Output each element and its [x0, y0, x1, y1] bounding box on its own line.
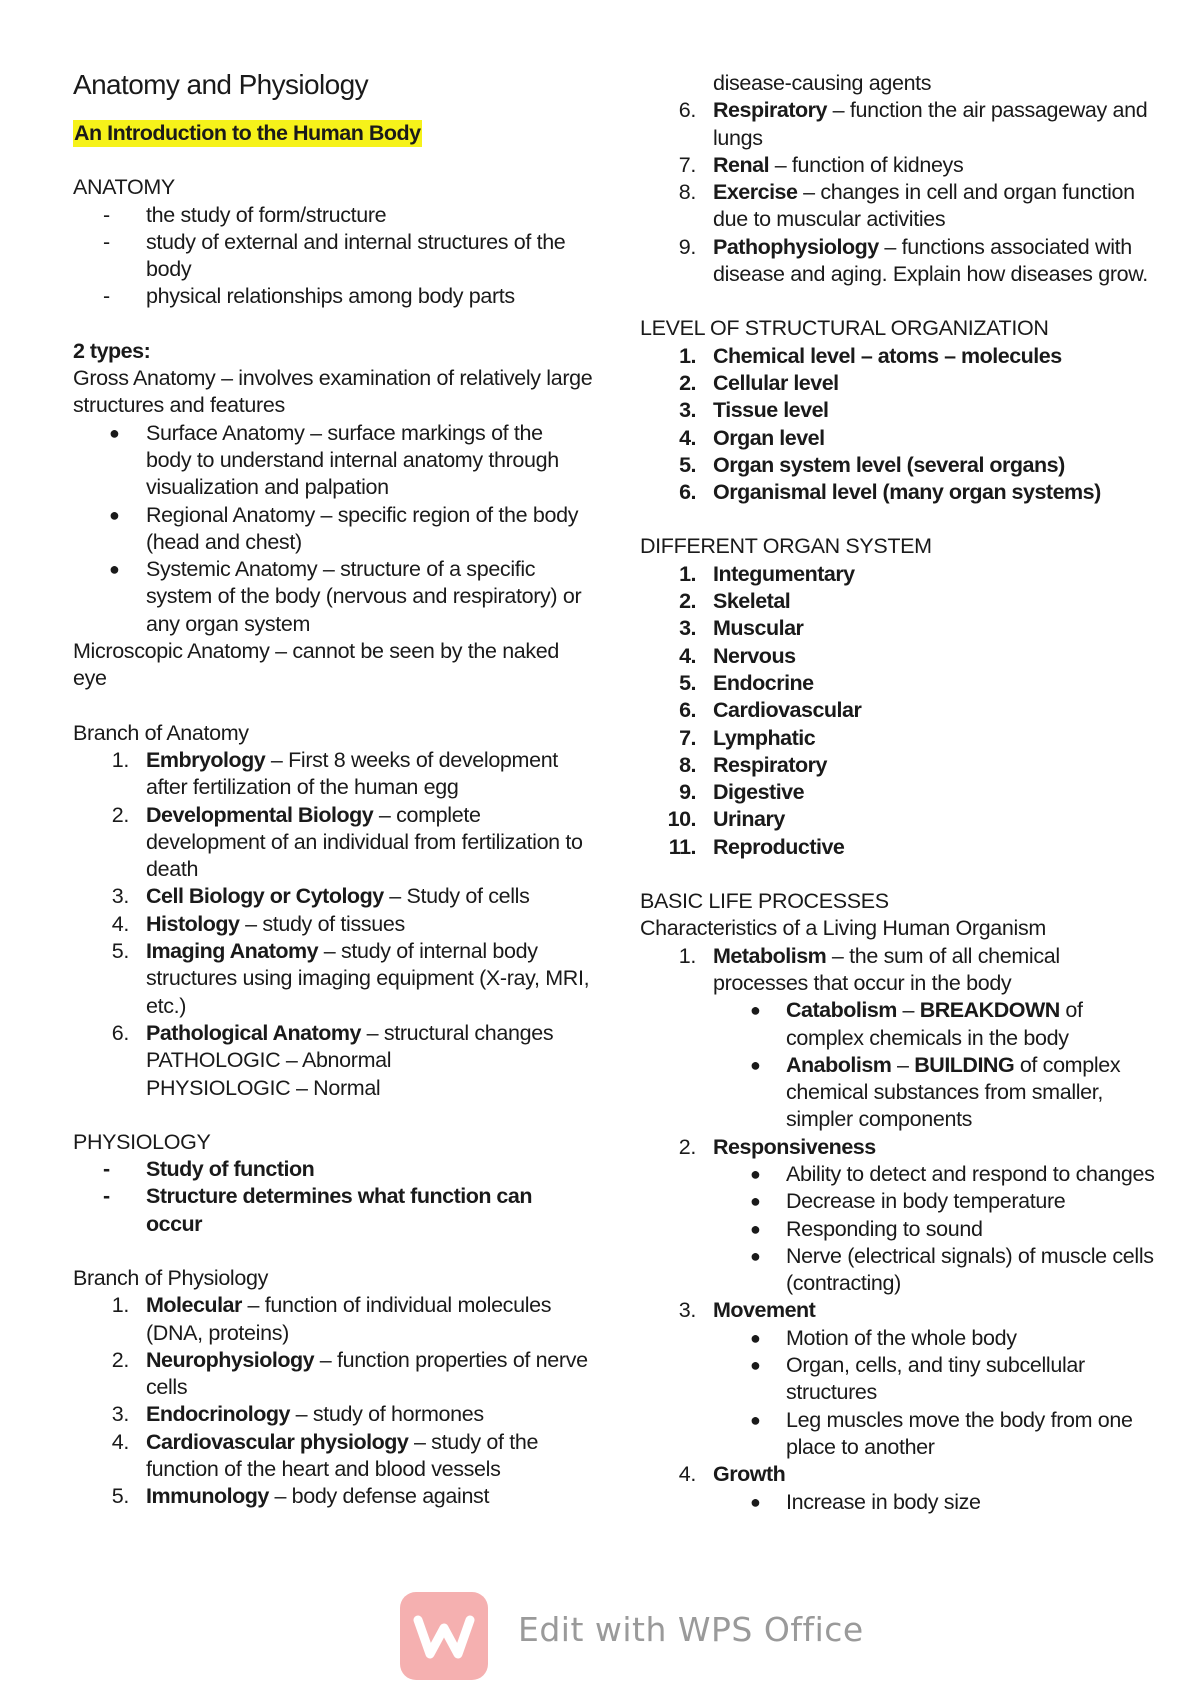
subtitle: An Introduction to the Human Body — [73, 120, 593, 147]
list-item: 6. Pathological Anatomy – structural changes — [111, 1020, 554, 1045]
wps-w-glyph-icon — [400, 1592, 488, 1680]
list-item: ● Motion of the whole body — [750, 1325, 1017, 1350]
right-column — [640, 70, 1160, 1516]
list-item: - the study of form/structure — [103, 202, 387, 227]
list-item: ● Anabolism – BUILDING of complex chemical substances from smaller, simpler components — [750, 1052, 1121, 1132]
list-item: 1. Molecular – function of individual molecules (DNA, proteins) — [111, 1293, 552, 1345]
list-item: 8. Respiratory — [679, 752, 827, 777]
list-item: 2. Cellular level — [679, 370, 839, 395]
list-item: ● Systemic Anatomy – structure of a specific system of the body (nervous and respiratory) or any organ system — [109, 557, 582, 636]
list-item: ● Regional Anatomy – specific region of the body (head and chest) — [109, 502, 579, 554]
list-item: 5. Organ system level (several organs) — [679, 452, 1065, 477]
list-item: 3. Muscular — [679, 616, 804, 641]
branch-anatomy-heading: Branch of Anatomy — [73, 720, 249, 745]
list-item: 4. Cardiovascular physiology – study of the function of the heart and blood vessels — [111, 1429, 539, 1482]
list-item: 11. Reproductive — [668, 834, 845, 859]
list-item: 5. Endocrine — [679, 670, 814, 695]
pathologic-line: PATHOLOGIC – Abnormal — [146, 1048, 392, 1073]
list-item: 3. Cell Biology or Cytology – Study of cells — [111, 884, 530, 909]
list-item: ● Responding to sound — [750, 1216, 983, 1241]
life-subheading: Characteristics of a Living Human Organism — [640, 916, 1046, 941]
list-item: 6. Respiratory – function the air passageway and lungs — [678, 98, 1148, 150]
list-item: 1. Chemical level – atoms – molecules — [679, 343, 1062, 368]
list-item: disease-causing agents — [713, 71, 932, 95]
list-item: 4. Growth — [678, 1462, 786, 1487]
list-item: ● Ability to detect and respond to changes — [750, 1161, 1155, 1186]
list-item: ● Organ, cells, and tiny subcellular structures — [750, 1353, 1085, 1405]
list-item: ● Nerve (electrical signals) of muscle cells (contracting) — [750, 1243, 1154, 1296]
list-item: 6. Organismal level (many organ systems) — [679, 480, 1101, 505]
wps-watermark[interactable] — [400, 1592, 864, 1672]
life-heading: BASIC LIFE PROCESSES — [640, 889, 889, 914]
list-item: 1. Embryology – First 8 weeks of development after fertilization of the human egg — [111, 747, 558, 800]
gross-anatomy: Gross Anatomy – involves examination of relatively large structures and features — [73, 366, 593, 418]
list-item: ● Surface Anatomy – surface markings of the body to understand internal anatomy through visualization and palpation — [109, 420, 559, 500]
list-item: 8. Exercise – changes in cell and organ function due to muscular activities — [678, 180, 1135, 232]
list-item: 6. Cardiovascular — [679, 698, 862, 723]
list-item: ● Increase in body size — [750, 1489, 981, 1514]
list-item: 1. Metabolism – the sum of all chemical processes that occur in the body — [678, 943, 1060, 995]
list-item: - physical relationships among body parts — [103, 284, 515, 309]
list-item: 3. Tissue level — [679, 398, 829, 423]
list-item: 1. Integumentary — [679, 561, 855, 586]
list-item: - Study of function — [103, 1157, 315, 1182]
list-item: 7. Lymphatic — [679, 725, 816, 750]
list-item: 5. Imaging Anatomy – study of internal body structures using imaging equipment (X-ray, MRI, etc.) — [111, 939, 590, 1018]
list-item: 10. Urinary — [667, 807, 785, 832]
list-item: ● Catabolism – BREAKDOWN of complex chemicals in the body — [750, 998, 1083, 1050]
types-heading: 2 types: — [73, 338, 151, 363]
list-item: - study of external and internal structures of the body — [103, 229, 566, 282]
list-item: 4. Histology – study of tissues — [111, 911, 405, 936]
anatomy-heading: ANATOMY — [73, 175, 175, 200]
list-item: 2. Neurophysiology – function properties of nerve cells — [111, 1347, 588, 1400]
list-item: 5. Immunology – body defense against — [111, 1484, 490, 1509]
list-item: 2. Responsiveness — [678, 1134, 876, 1159]
list-item: 9. Digestive — [679, 780, 805, 805]
microscopic-anatomy: Microscopic Anatomy – cannot be seen by the naked eye — [73, 639, 560, 691]
page-title: Anatomy and Physiology — [73, 69, 368, 100]
list-item: ● Leg muscles move the body from one place to another — [750, 1407, 1133, 1459]
list-item: 2. Skeletal — [679, 589, 791, 614]
list-item: 3. Movement — [678, 1298, 816, 1323]
left-column — [73, 68, 593, 1511]
organ-systems-heading: DIFFERENT ORGAN SYSTEM — [640, 534, 932, 559]
wps-watermark-text: Edit with WPS Office — [518, 1610, 864, 1649]
branch-physiology-heading: Branch of Physiology — [73, 1265, 268, 1290]
physiology-heading: PHYSIOLOGY — [73, 1129, 211, 1154]
wps-logo-icon — [400, 1592, 488, 1680]
list-item: - Structure determines what function can occur — [103, 1184, 532, 1236]
list-item: 9. Pathophysiology – functions associated with disease and aging. Explain how diseases grow. — [678, 234, 1148, 287]
list-item: 7. Renal – function of kidneys — [678, 152, 964, 177]
list-item: 4. Nervous — [679, 643, 796, 668]
physiologic-line: PHYSIOLOGIC – Normal — [146, 1075, 381, 1100]
list-item: 4. Organ level — [679, 425, 825, 450]
levels-heading: LEVEL OF STRUCTURAL ORGANIZATION — [640, 316, 1049, 341]
list-item: ● Decrease in body temperature — [750, 1189, 1066, 1214]
list-item: 2. Developmental Biology – complete development of an individual from fertilization to death — [111, 802, 583, 882]
list-item: 3. Endocrinology – study of hormones — [111, 1402, 484, 1427]
